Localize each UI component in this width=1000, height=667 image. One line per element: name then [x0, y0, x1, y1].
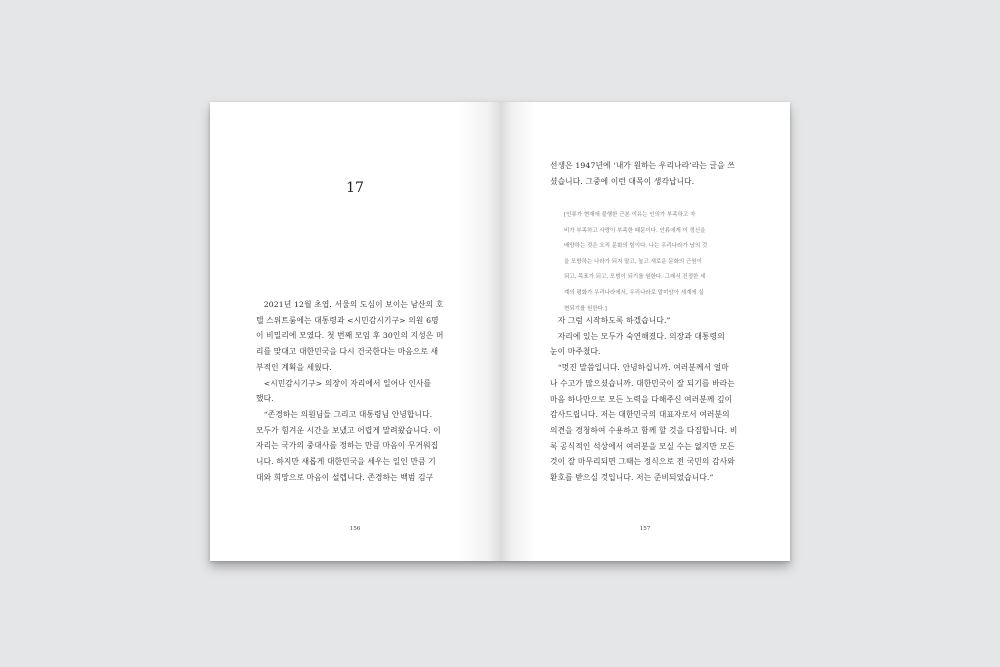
body-paragraph: “존경하는 의원님들 그리고 대통령님 안녕합니다. 모두가 힘겨운 시간을 보냈고 어렵게 말려왔습니다. 이 자리는 국가의 중대사를 정하는 만큼 마음이 무거워집 니다. 하지만 새롭게 대한민국을 세우는 일인 만큼 기 대와 희망으로 마음이 설렙니다. 존경하는 백범 김구 [256, 409, 441, 482]
open-book [210, 102, 790, 561]
left-page-body [256, 297, 456, 485]
body-paragraph: 자 그럼 시작하도록 하겠습니다.” [557, 316, 671, 325]
page-number-left: 156 [349, 526, 361, 532]
body-paragraph: <시민감시기구> 의장이 자리에서 일어나 인사를 했다. [256, 378, 432, 404]
body-paragraph: “멋진 말씀입니다. 안녕하십니까. 여러분께서 얼마 나 수고가 많으셨습니까. 대한민국이 잘 되기를 바라는 마음 하나만으로 모든 노력을 다해주신 여러분께 깊이 감사드립니다. 저는 대한민국의 대표자로서 여러분의 의견을 경청하여 수용하고 함께 할 것을 다짐합니다. 비 록 공식적인 석상에서 여러분을 모실 수는 없지만 모든 것이 잘 마무리되면 그때는 정식으로 전 국민의 감사와 환호를 받으실 것입니다. 저는 준비되었습니다.” [550, 363, 738, 483]
right-page [500, 102, 790, 561]
block-quote: [인류가 현재에 불행한 근본 이유는 인의가 부족하고 자 비가 부족하고 사랑이 부족한 때문이다. 인류에게 이 정신을 배양하는 것은 오직 문화의 힘이다. 나는 우리나라가 남의 것 을 모방하는 나라가 되지 말고, 높고 새로운 문화의 근원이 되고, 목표가 되고, 모범이 되기를 원한다. 그래서 진정한 세 계의 평화가 우리나라에서, 우리나라로 말미암아 세계에 실 현되기를 원한다.] [564, 212, 708, 312]
body-paragraph: 자리에 있는 모두가 숙연해졌다. 의장과 대통령의 눈이 마주쳤다. [550, 331, 725, 357]
right-page-intro [550, 158, 750, 189]
chapter-number: 17 [346, 180, 364, 196]
body-paragraph: 2021년 12월 초엽. 서울의 도심이 보이는 남산의 호 텔 스위트룸에는 대통령과 <시민감시기구> 의원 6명 이 비밀리에 모였다. 첫 번째 모임 후 30인의 지성은 머 리를 맞대고 대한민국을 다시 건국한다는 마음으로 새 부적인 계획을 세웠다. [256, 300, 444, 372]
body-paragraph: 선생은 1947년에 ‘내가 원하는 우리나라’라는 글을 쓰 셨습니다. 그중에 이런 대목이 생각납니다. [550, 161, 735, 186]
page-number-right: 157 [639, 526, 651, 532]
right-page-body [550, 313, 750, 486]
left-page [210, 102, 500, 561]
